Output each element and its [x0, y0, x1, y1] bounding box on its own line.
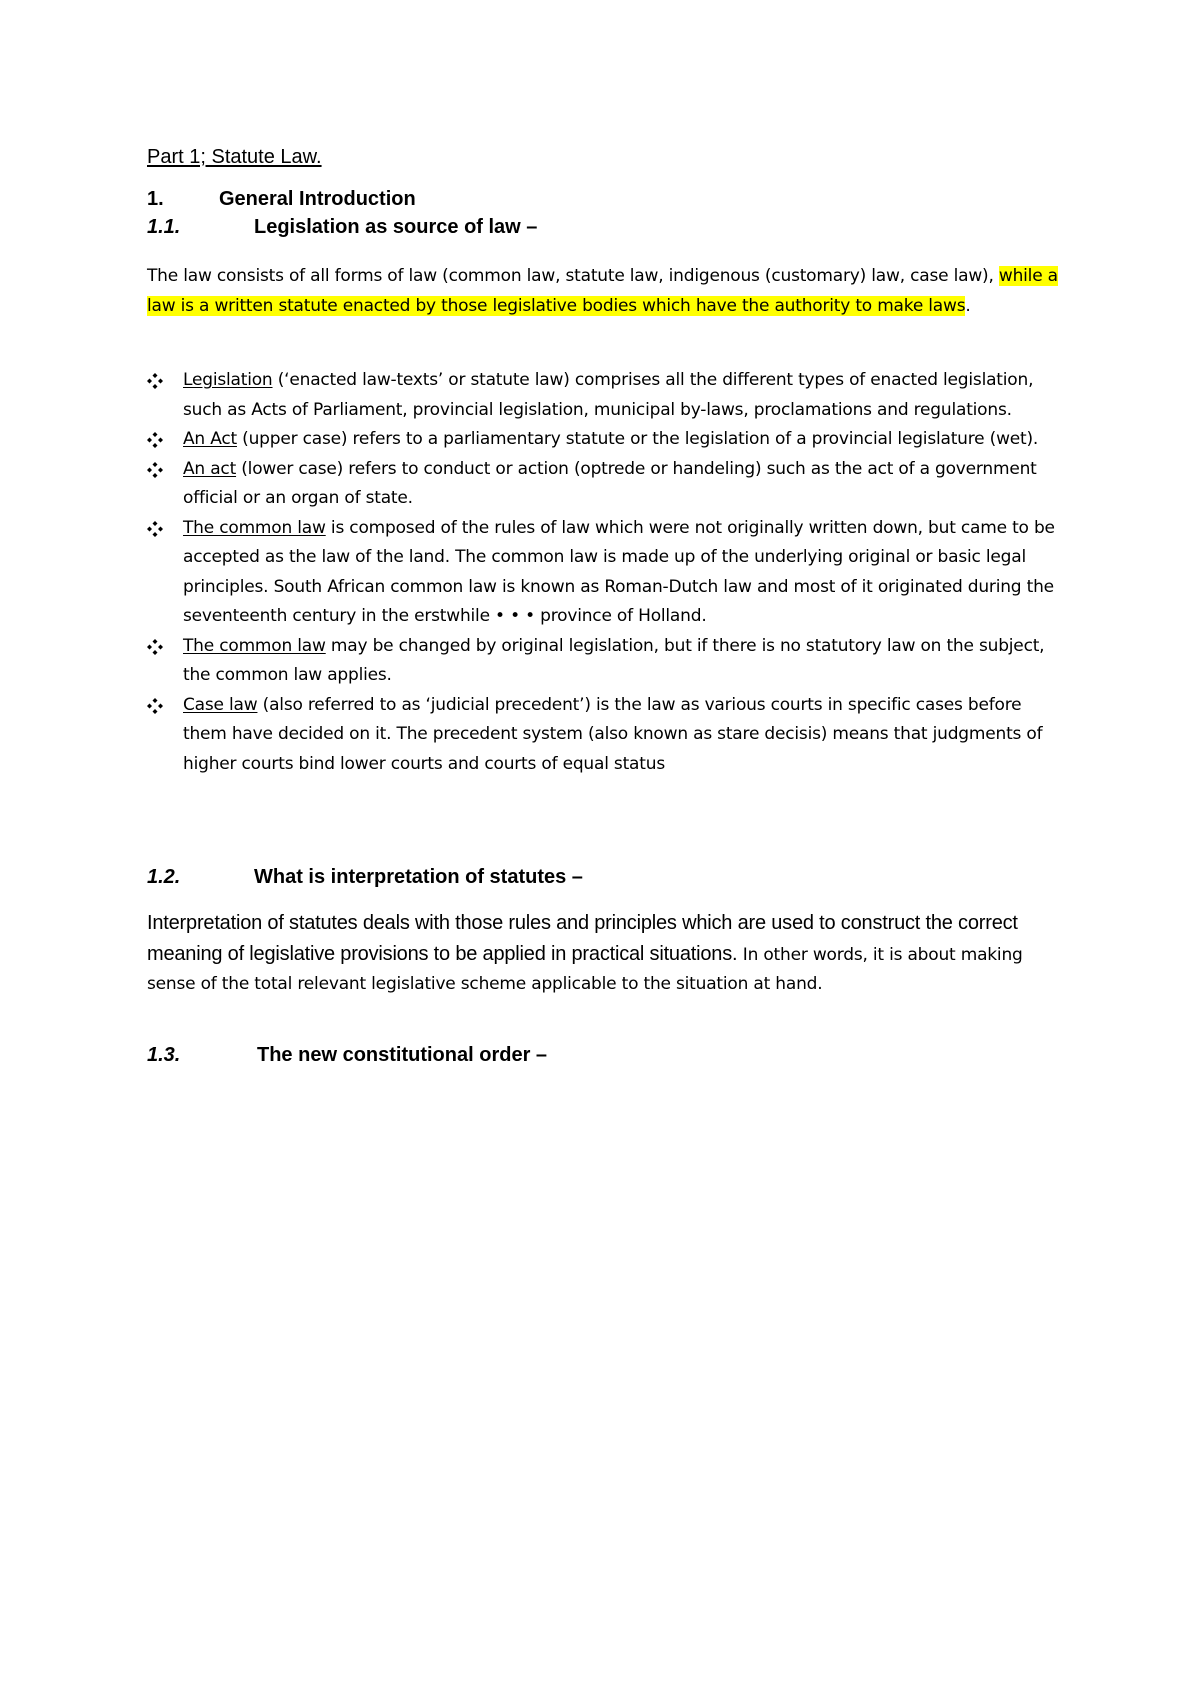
bullet-text: (upper case) refers to a parliamentary statute or the legislation of a provincial legislature (wet).: [236, 429, 1039, 449]
four-diamond-bullet-icon: [147, 521, 163, 537]
list-item: [147, 455, 1067, 514]
interpretation-rest-text: In other words, it is about making sense of the total relevant legislative scheme applicable to the situation at hand.: [147, 944, 1023, 994]
heading-number: 1.: [147, 188, 164, 210]
bullet-text: (‘enacted law-texts’ or statute law) comprises all the different types of enacted legislation, such as Acts of Parliament, provincial legislation, municipal by-laws, proclamations and regulations.: [183, 370, 1034, 420]
list-item: [147, 632, 1067, 691]
heading-number: 1.2.: [147, 866, 181, 888]
heading-interpretation: [147, 866, 583, 889]
interpretation-sans-text: Interpretation of statutes deals with those rules and principles which are used to construct the correct meaning of legislative provisions to be applied in practical situations.: [147, 912, 1018, 965]
four-diamond-bullet-icon: [147, 462, 163, 478]
heading-general-introduction: [147, 188, 416, 211]
heading-constitutional-order: [147, 1044, 548, 1067]
bullet-text: (lower case) refers to conduct or action (optrede or handeling) such as the act of a government official or an organ of state.: [183, 458, 1037, 508]
intro-paragraph: [147, 262, 1067, 321]
four-diamond-bullet-icon: [147, 432, 163, 448]
document-page: [147, 0, 1067, 1698]
intro-end-text: .: [965, 295, 971, 316]
list-item: [147, 425, 1067, 455]
bullet-text: may be changed by original legislation, but if there is no statutory law on the subject, the common law applies.: [183, 635, 1045, 685]
bullet-text: is composed of the rules of law which were not originally written down, but came to be accepted as the law of the land. The common law is made up of the underlying original or basic legal principles. South African common law is known as Roman-Dutch law and most of it originated during the seventeenth century in the erstwhile • • • province of Holland.: [183, 517, 1055, 626]
heading-title: The new constitutional order –: [257, 1044, 548, 1066]
intro-normal-text: The law consists of all forms of law (common law, statute law, indigenous (customary) law, case law),: [147, 266, 999, 286]
bullet-term: The common law: [183, 635, 326, 656]
heading-title: General Introduction: [219, 188, 416, 210]
bullet-term: The common law: [183, 517, 326, 538]
bullet-term: Case law: [183, 694, 258, 715]
bullet-term: An Act: [183, 429, 237, 449]
intro-highlighted-text: while a law is a written statute enacted by those legislative bodies which have the authority to make laws: [147, 266, 1058, 316]
bullet-text: (also referred to as ‘judicial precedent’) is the law as various courts in specific cases before them have decided on it. The precedent system (also known as stare decisis) means that judgments of higher courts bind lower courts and courts of equal status: [183, 694, 1043, 774]
heading-number: 1.3.: [147, 1044, 181, 1066]
bullet-term: An act: [183, 458, 237, 479]
four-diamond-bullet-icon: [147, 698, 163, 714]
list-item: [147, 514, 1067, 632]
interpretation-paragraph: [147, 909, 1067, 1000]
heading-title: What is interpretation of statutes –: [254, 866, 583, 888]
part-title: Part 1; Statute Law.: [147, 146, 322, 168]
bullet-term: Legislation: [183, 370, 273, 390]
list-item: [147, 366, 1067, 425]
heading-title: Legislation as source of law –: [254, 216, 538, 238]
heading-legislation-source: [147, 216, 538, 239]
four-diamond-bullet-icon: [147, 373, 163, 389]
heading-number: 1.1.: [147, 216, 181, 238]
four-diamond-bullet-icon: [147, 639, 163, 655]
definitions-list: [147, 366, 1067, 779]
list-item: [147, 691, 1067, 780]
